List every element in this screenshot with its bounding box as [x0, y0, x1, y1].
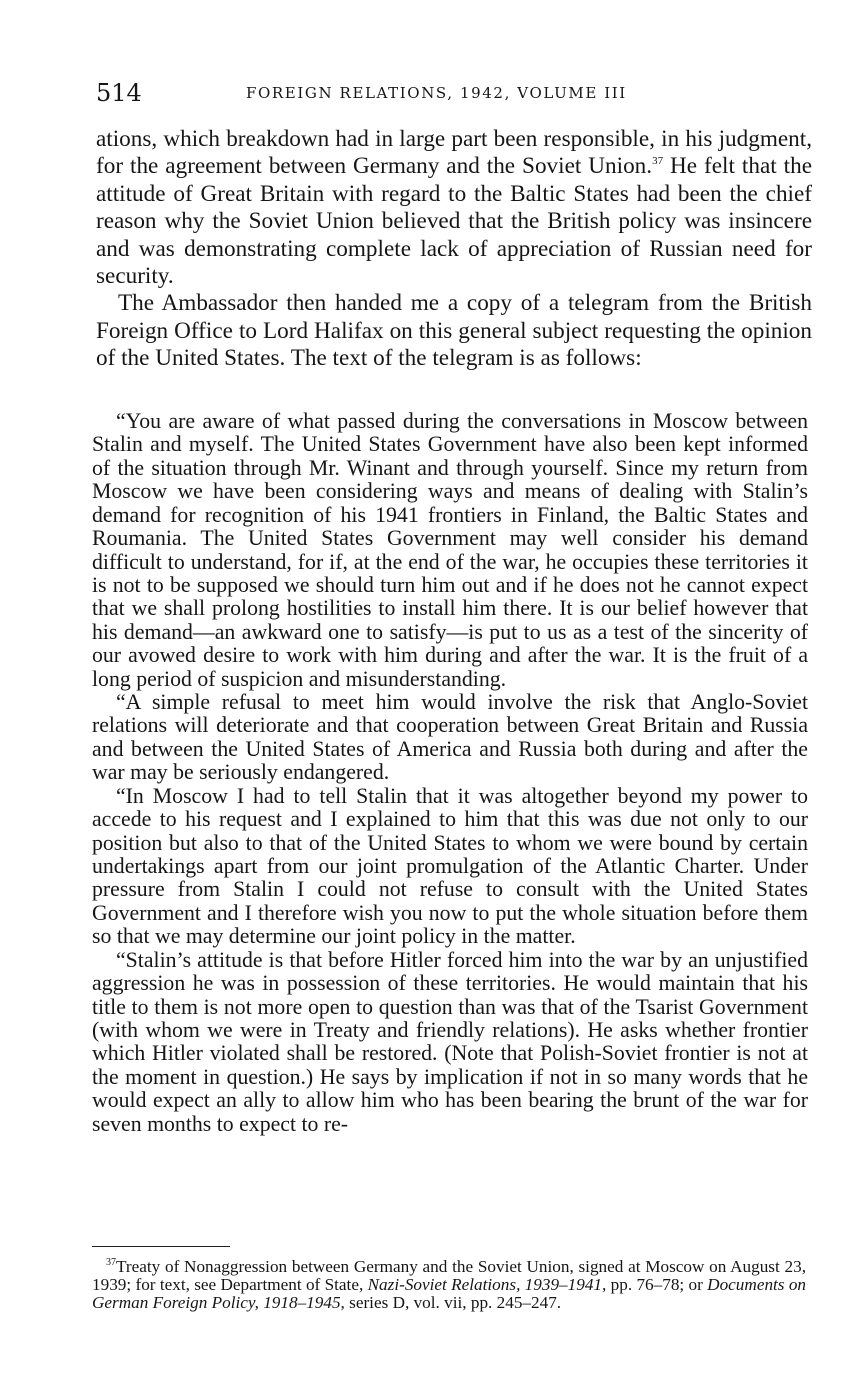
telegram-paragraph-3: “In Moscow I had to tell Stalin that it was altogether beyond my power to accede to his request and I explained to him that this was due not only to our position but also to that of the United States to whom we were bound by certain undertakings apart from our joint promulgation of the Atlantic Charter. Under pressure from Stalin I could not refuse to consult with the United States Government and I therefore wish you now to put the whole situation before them so that we may determine our joint policy in the matter.: [92, 783, 808, 949]
body-paragraph-1: [96, 126, 812, 290]
body-paragraph-1-text: ations, which breakdown had in large part been responsible, in his judgment, for the agreement between Germany and the Soviet Union.: [96, 126, 812, 180]
footnote: [92, 1258, 806, 1312]
footnote-text-2: , pp. 76–78; or: [602, 1275, 708, 1294]
telegram-paragraph-4: “Stalin’s attitude is that before Hitler forced him into the war by an unjustified aggression he was in possession of these territories. He would maintain that his title to them is not more open to question than was that of the Tsarist Government (with whom we were in Treaty and friendly relations). He asks whether frontier which Hitler violated shall be restored. (Note that Polish-Soviet frontier is not at the moment in question.) He says by implication if not in so many words that he would expect an ally to allow him who has been bearing the brunt of the war for seven months to expect to re-: [92, 947, 808, 1136]
page-number: 514: [96, 79, 142, 107]
body-paragraph-1-continued: He felt that the attitude of Great Britain with regard to the Baltic States had been the chief reason why the Soviet Union believed that the British policy was insincere and was demonstrating complete lack of appreciation of Russian need for security.: [96, 153, 812, 290]
footnote-title-1: Nazi-Soviet Relations, 1939–1941: [367, 1275, 603, 1294]
body-paragraph-2: The Ambassador then handed me a copy of a telegram from the British Foreign Office to Lord Halifax on this general subject requesting the opinion of the United States. The text of the telegram is as follows:: [96, 290, 812, 372]
footnote-text-3: , series D, vol. vii, pp. 245–247.: [340, 1293, 562, 1312]
page-header: [96, 78, 810, 108]
footnote-reference: 37: [652, 155, 664, 168]
telegram-extract: [92, 410, 808, 1136]
telegram-paragraph-2: “A simple refusal to meet him would involve the risk that Anglo-Soviet relations will deteriorate and that cooperation between Great Britain and Russia and between the United States of America and Russia both during and after the war may be seriously endangered.: [92, 690, 808, 785]
footnote-number: 37: [106, 1257, 116, 1268]
footnote-37: [92, 1258, 806, 1312]
running-head: FOREIGN RELATIONS, 1942, VOLUME III: [246, 84, 627, 102]
footnote-text-1: Treaty of Nonaggression between Germany and the Soviet Union, signed at Moscow on August 23, 1939; for text, see Department of State,: [92, 1257, 806, 1294]
footnote-title-2: Documents on German Foreign Policy, 1918–1945: [92, 1275, 807, 1312]
footnote-divider: [92, 1246, 230, 1247]
telegram-paragraph-1: “You are aware of what passed during the conversations in Moscow between Stalin and myself. The United States Government have also been kept informed of the situation through Mr. Winant and through yourself. Since my return from Moscow we have been considering ways and means of dealing with Stalin’s demand for recognition of his 1941 frontiers in Finland, the Baltic States and Roumania. The United States Government may well consider his demand difficult to understand, for if, at the end of the war, he occupies these territories it is not to be supposed we should turn him out and if he does not he cannot expect that we shall prolong hostilities to install him there. It is our belief however that his demand—an awkward one to satisfy—is put to us as a test of the sincerity of our avowed desire to work with him during and after the war. It is the fruit of a long period of suspicion and misunderstanding.: [92, 409, 808, 691]
body-text: [96, 126, 812, 373]
